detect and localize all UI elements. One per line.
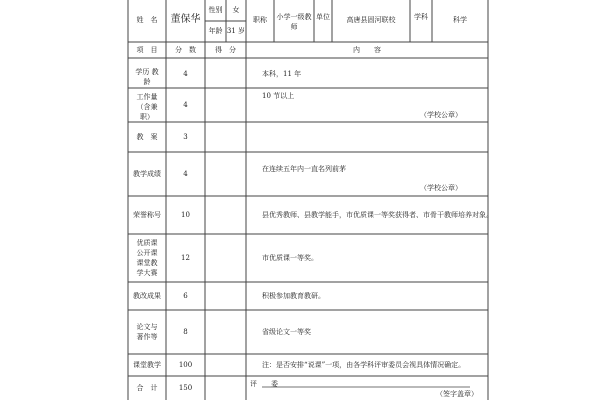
table-row-content: 市优质课一等奖。 — [262, 254, 318, 262]
table-row-points: 4 — [183, 101, 188, 109]
table-row-item: 荣誉称号 — [133, 211, 161, 219]
unit-value: 高唐县固河联校 — [346, 16, 396, 24]
table-row-points: 3 — [183, 133, 188, 141]
table-row-points: 4 — [183, 70, 188, 78]
table-row-item: 论文与著作等 — [136, 323, 158, 341]
school-seal-note: （学校公章） — [420, 111, 462, 119]
name-value: 董保华 — [170, 14, 201, 25]
table-row-points: 10 — [181, 211, 190, 219]
col-content: 内 容 — [353, 46, 381, 54]
table-row-item: 合 计 — [136, 384, 158, 392]
table-row-item: 教学成绩 — [133, 170, 161, 178]
table-row-points: 4 — [183, 170, 188, 178]
subject-label: 学科 — [414, 13, 428, 21]
table-row-content: 10 节以上 — [262, 92, 295, 100]
col-score: 得 分 — [215, 46, 236, 54]
table-row-item: 优质课公开课课堂教学大赛 — [136, 239, 158, 277]
table-row-item: 学历 教龄 — [135, 68, 159, 86]
table-row-item: 课堂教学 — [133, 361, 161, 369]
subject-value: 科学 — [453, 16, 467, 24]
table-row-points: 12 — [181, 254, 190, 262]
table-row-content: 省级论文一等奖 — [262, 328, 311, 336]
table-row-item: 工作量（含兼职） — [136, 93, 158, 121]
table-row-content: 在连续五年内一直名列前茅 — [262, 165, 346, 173]
signature-note: （签字盖章） — [436, 390, 478, 398]
gender-label: 性别 — [208, 6, 223, 14]
table-row-item: 教改成果 — [133, 292, 161, 300]
name-label: 姓 名 — [136, 16, 158, 24]
table-row-item: 教 案 — [136, 133, 158, 141]
age-value: 31 岁 — [226, 27, 246, 35]
table-row-content: 县优秀教师、县教学能手，市优质课一等奖获得者、市骨干教师培养对象。 — [262, 211, 493, 219]
table-row-content: 注：是否安排“说课”一项，由各学科评审委员会视具体情况确定。 — [262, 361, 466, 369]
table-row-content: 本科，11 年 — [262, 70, 302, 78]
table-row-points: 6 — [183, 292, 188, 300]
gender-value: 女 — [232, 6, 240, 14]
unit-label: 单位 — [316, 13, 330, 21]
col-points: 分 数 — [175, 46, 196, 54]
table-row-points: 8 — [183, 328, 188, 336]
table-row-content: 积极参加教育教研。 — [262, 292, 325, 300]
table-row-points: 150 — [178, 384, 193, 392]
col-item: 项 目 — [136, 46, 158, 54]
table-row-points: 100 — [178, 361, 193, 369]
judges-label: 评 委 — [250, 380, 278, 388]
age-label: 年龄 — [208, 27, 223, 35]
title-value: 小学一级教师 — [276, 13, 312, 31]
school-seal-note: （学校公章） — [420, 184, 462, 192]
title-label: 职称 — [253, 16, 267, 24]
